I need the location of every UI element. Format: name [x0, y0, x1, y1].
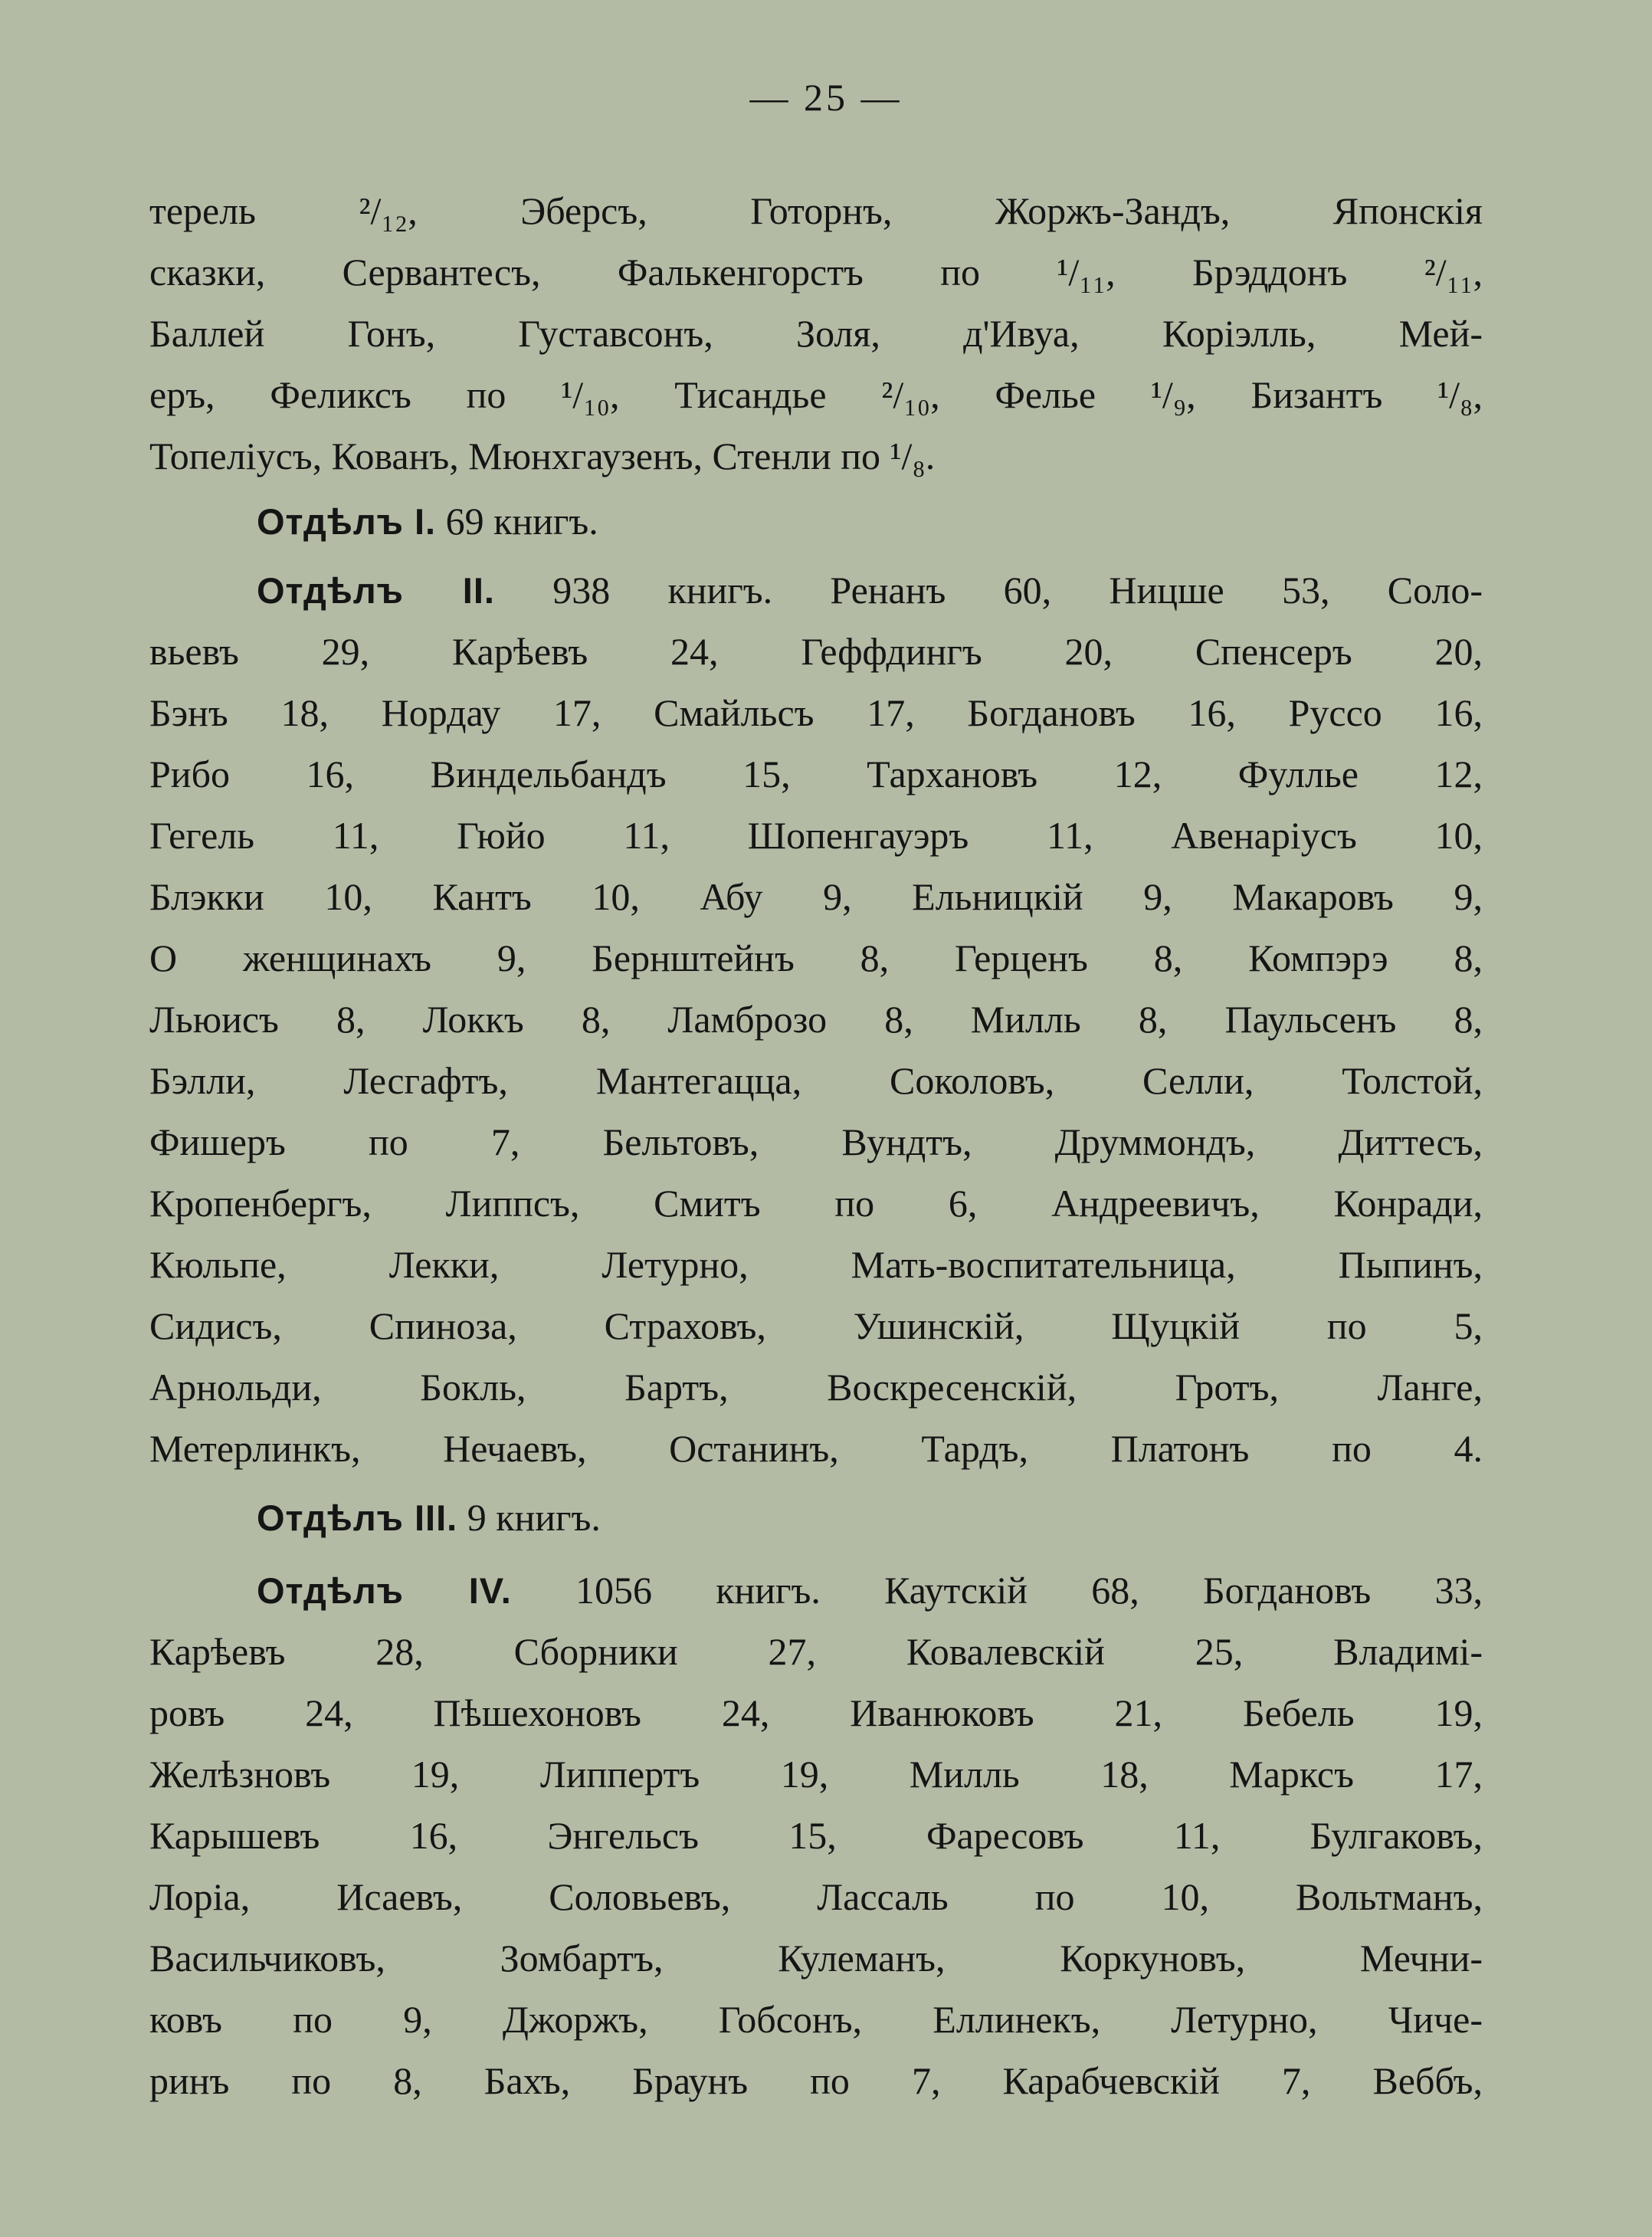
text-line: терель ²/₁₂, Эберсъ, Готорнъ, Жоржъ-Зандъ, Японскія: [149, 189, 1483, 232]
text-line: Баллей Гонъ, Густавсонъ, Золя, д'Ивуа, Коріэлль, Мей-: [149, 312, 1483, 355]
text-line: сказки, Сервантесъ, Фалькенгорстъ по ¹/₁₁, Брэддонъ ²/₁₁,: [149, 251, 1483, 294]
section-heading: Отдѣлъ I.: [257, 501, 437, 542]
section-line: [257, 494, 1483, 548]
text-line: Васильчиковъ, Зомбартъ, Кулеманъ, Коркуновъ, Мечни-: [149, 1937, 1483, 1980]
section-heading: Отдѣлъ IV.: [257, 1570, 512, 1611]
text-line: Бэнъ 18, Нордау 17, Смайльсъ 17, Богдановъ 16, Руссо 16,: [149, 691, 1483, 734]
text-line: Метерлинкъ, Нечаевъ, Останинъ, Тардъ, Платонъ по 4.: [149, 1427, 1483, 1470]
text-line: ковъ по 9, Джоржъ, Гобсонъ, Еллинекъ, Летурно, Чиче-: [149, 1998, 1483, 2041]
text-line: О женщинахъ 9, Бернштейнъ 8, Герценъ 8, Компэрэ 8,: [149, 936, 1483, 979]
section-text: 938 книгъ. Ренанъ 60, Ницше 53, Соло-: [552, 569, 1483, 612]
text-line: вьевъ 29, Карѣевъ 24, Геффдингъ 20, Спенсеръ 20,: [149, 630, 1483, 673]
text-line: Сидисъ, Спиноза, Страховъ, Ушинскій, Щуцкій по 5,: [149, 1304, 1483, 1347]
section-heading: Отдѣлъ III.: [257, 1497, 458, 1538]
text-line: Кюльпе, Лекки, Летурно, Мать-воспитательница, Пыпинъ,: [149, 1243, 1483, 1286]
section-heading: Отдѣлъ II.: [257, 570, 495, 611]
page-number: — 25 —: [749, 76, 903, 119]
text-line: ровъ 24, Пѣшехоновъ 24, Иванюковъ 21, Бебель 19,: [149, 1691, 1483, 1734]
text-line: Карышевъ 16, Энгельсъ 15, Фаресовъ 11, Булгаковъ,: [149, 1814, 1483, 1857]
text-line: Лоріа, Исаевъ, Соловьевъ, Лассаль по 10, Вольтманъ,: [149, 1875, 1483, 1918]
section-line: [257, 1491, 1483, 1544]
section-line: [257, 1563, 1483, 1617]
text-line: Топеліусъ, Кованъ, Мюнхгаузенъ, Стенли по ¹/₈.: [149, 435, 936, 477]
section-count: 69 книгъ.: [445, 500, 598, 543]
section-count: 9 книгъ.: [467, 1496, 601, 1539]
text-line: Рибо 16, Виндельбандъ 15, Тархановъ 12, Фуллье 12,: [149, 753, 1483, 795]
text-line: Желѣзновъ 19, Липпертъ 19, Милль 18, Марксъ 17,: [149, 1753, 1483, 1796]
text-line: Льюисъ 8, Локкъ 8, Ламброзо 8, Милль 8, Паульсенъ 8,: [149, 998, 1483, 1041]
text-line: Кропенбергъ, Липпсъ, Смитъ по 6, Андреевичъ, Конради,: [149, 1182, 1483, 1225]
section-line: [257, 563, 1483, 617]
text-line: Арнольди, Бокль, Бартъ, Воскресенскій, Гротъ, Ланге,: [149, 1366, 1483, 1409]
section-text: 1056 книгъ. Каутскій 68, Богдановъ 33,: [575, 1569, 1483, 1612]
text-line: Бэлли, Лесгафтъ, Мантегацца, Соколовъ, Селли, Толстой,: [149, 1059, 1483, 1102]
text-line: ринъ по 8, Бахъ, Браунъ по 7, Карабчевскій 7, Веббъ,: [149, 2059, 1483, 2102]
text-line: Карѣевъ 28, Сборники 27, Ковалевскій 25, Владимі-: [149, 1630, 1483, 1673]
text-line: Блэкки 10, Кантъ 10, Абу 9, Ельницкій 9, Макаровъ 9,: [149, 875, 1483, 918]
text-line: Гегель 11, Гюйо 11, Шопенгауэръ 11, Авенаріусъ 10,: [149, 814, 1483, 857]
text-line: Фишеръ по 7, Бельтовъ, Вундтъ, Друммондъ, Диттесъ,: [149, 1120, 1483, 1163]
text-line: еръ, Феликсъ по ¹/₁₀, Тисандье ²/₁₀, Фелье ¹/₉, Бизантъ ¹/₈,: [149, 373, 1483, 416]
